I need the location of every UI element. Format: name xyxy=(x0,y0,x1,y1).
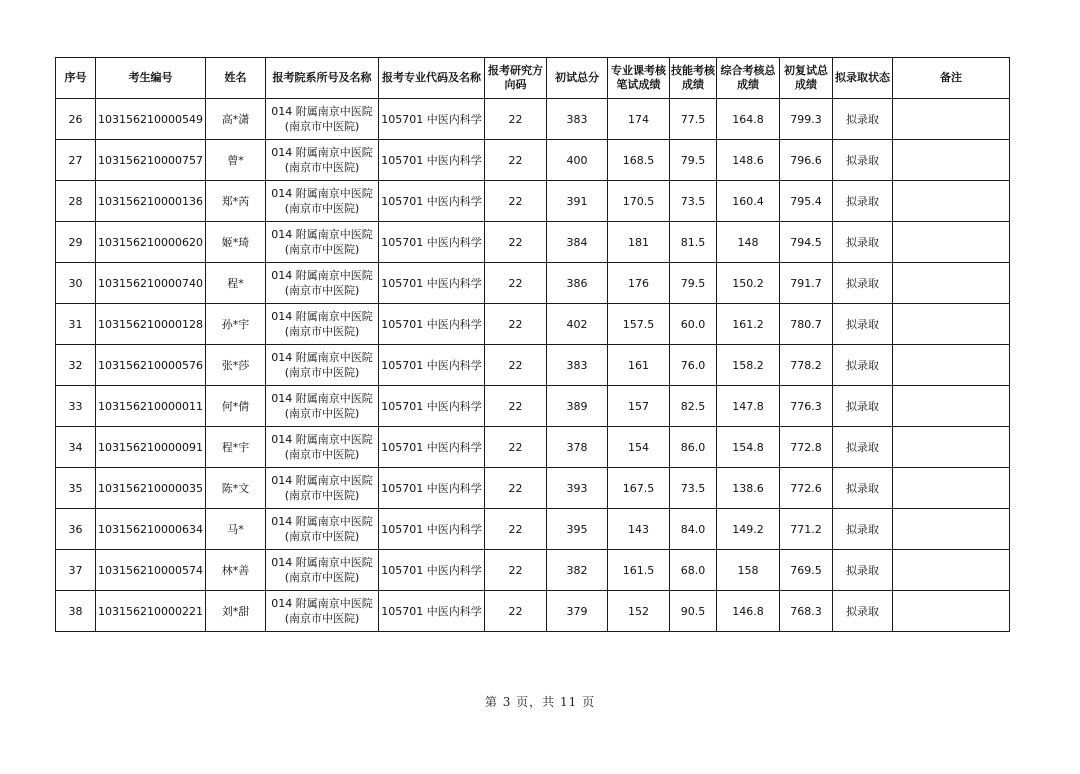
dept-line-1: 014 附属南京中医院 xyxy=(271,515,373,528)
dept-line-2: (南京市中医院) xyxy=(284,161,360,174)
cell-direction: 22 xyxy=(485,468,547,509)
cell-status: 拟录取 xyxy=(833,99,893,140)
cell-major: 105701 中医内科学 xyxy=(379,468,485,509)
cell-remarks xyxy=(893,181,1010,222)
cell-final-total: 780.7 xyxy=(780,304,833,345)
cell-written: 152 xyxy=(608,591,670,632)
cell-seq: 32 xyxy=(56,345,96,386)
table-row xyxy=(56,427,1010,468)
cell-skill: 73.5 xyxy=(670,468,717,509)
cell-major: 105701 中医内科学 xyxy=(379,263,485,304)
cell-remarks xyxy=(893,591,1010,632)
cell-status: 拟录取 xyxy=(833,427,893,468)
cell-final-total: 791.7 xyxy=(780,263,833,304)
header-skill: 技能考核成绩 xyxy=(670,58,717,99)
cell-comprehensive: 148 xyxy=(717,222,780,263)
cell-dept xyxy=(266,304,379,345)
cell-remarks xyxy=(893,222,1010,263)
cell-status: 拟录取 xyxy=(833,468,893,509)
cell-remarks xyxy=(893,509,1010,550)
cell-skill: 79.5 xyxy=(670,263,717,304)
dept-line-2: (南京市中医院) xyxy=(284,284,360,297)
cell-seq: 26 xyxy=(56,99,96,140)
dept-line-1: 014 附属南京中医院 xyxy=(271,310,373,323)
cell-name: 张*莎 xyxy=(206,345,266,386)
cell-major: 105701 中医内科学 xyxy=(379,99,485,140)
cell-remarks xyxy=(893,550,1010,591)
cell-direction: 22 xyxy=(485,140,547,181)
cell-exam-id: 103156210000136 xyxy=(96,181,206,222)
cell-dept xyxy=(266,140,379,181)
header-comprehensive: 综合考核总成绩 xyxy=(717,58,780,99)
header-dept: 报考院系所号及名称 xyxy=(266,58,379,99)
dept-line-1: 014 附属南京中医院 xyxy=(271,597,373,610)
cell-written: 161.5 xyxy=(608,550,670,591)
cell-initial-total: 379 xyxy=(547,591,608,632)
cell-status: 拟录取 xyxy=(833,263,893,304)
cell-major: 105701 中医内科学 xyxy=(379,591,485,632)
cell-seq: 28 xyxy=(56,181,96,222)
dept-line-2: (南京市中医院) xyxy=(284,571,360,584)
cell-major: 105701 中医内科学 xyxy=(379,181,485,222)
cell-skill: 86.0 xyxy=(670,427,717,468)
dept-line-1: 014 附属南京中医院 xyxy=(271,474,373,487)
cell-final-total: 772.8 xyxy=(780,427,833,468)
cell-seq: 29 xyxy=(56,222,96,263)
table-row xyxy=(56,181,1010,222)
cell-comprehensive: 158.2 xyxy=(717,345,780,386)
cell-remarks xyxy=(893,263,1010,304)
table-header-row xyxy=(56,58,1010,99)
cell-skill: 77.5 xyxy=(670,99,717,140)
table-row xyxy=(56,140,1010,181)
cell-name: 刘*甜 xyxy=(206,591,266,632)
cell-major: 105701 中医内科学 xyxy=(379,140,485,181)
cell-remarks xyxy=(893,304,1010,345)
cell-comprehensive: 164.8 xyxy=(717,99,780,140)
cell-status: 拟录取 xyxy=(833,222,893,263)
table-body xyxy=(56,99,1010,632)
table-row xyxy=(56,345,1010,386)
header-written: 专业课考核笔试成绩 xyxy=(608,58,670,99)
table-row xyxy=(56,263,1010,304)
cell-comprehensive: 161.2 xyxy=(717,304,780,345)
header-exam-id: 考生编号 xyxy=(96,58,206,99)
cell-dept xyxy=(266,427,379,468)
cell-comprehensive: 138.6 xyxy=(717,468,780,509)
table-row xyxy=(56,468,1010,509)
table-row xyxy=(56,222,1010,263)
cell-comprehensive: 150.2 xyxy=(717,263,780,304)
cell-exam-id: 103156210000757 xyxy=(96,140,206,181)
cell-skill: 79.5 xyxy=(670,140,717,181)
cell-written: 154 xyxy=(608,427,670,468)
dept-line-2: (南京市中医院) xyxy=(284,407,360,420)
cell-exam-id: 103156210000634 xyxy=(96,509,206,550)
cell-exam-id: 103156210000221 xyxy=(96,591,206,632)
cell-name: 郑*芮 xyxy=(206,181,266,222)
cell-remarks xyxy=(893,386,1010,427)
table-row xyxy=(56,591,1010,632)
cell-seq: 30 xyxy=(56,263,96,304)
cell-comprehensive: 149.2 xyxy=(717,509,780,550)
dept-line-2: (南京市中医院) xyxy=(284,489,360,502)
cell-initial-total: 383 xyxy=(547,345,608,386)
cell-final-total: 776.3 xyxy=(780,386,833,427)
cell-major: 105701 中医内科学 xyxy=(379,550,485,591)
cell-final-total: 799.3 xyxy=(780,99,833,140)
cell-name: 姬*琦 xyxy=(206,222,266,263)
dept-line-1: 014 附属南京中医院 xyxy=(271,556,373,569)
cell-direction: 22 xyxy=(485,263,547,304)
table-row xyxy=(56,509,1010,550)
header-direction: 报考研究方向码 xyxy=(485,58,547,99)
cell-written: 157.5 xyxy=(608,304,670,345)
cell-remarks xyxy=(893,99,1010,140)
cell-initial-total: 383 xyxy=(547,99,608,140)
cell-name: 程*宇 xyxy=(206,427,266,468)
cell-exam-id: 103156210000128 xyxy=(96,304,206,345)
cell-skill: 84.0 xyxy=(670,509,717,550)
dept-line-2: (南京市中医院) xyxy=(284,366,360,379)
cell-major: 105701 中医内科学 xyxy=(379,427,485,468)
cell-seq: 38 xyxy=(56,591,96,632)
cell-name: 何*倩 xyxy=(206,386,266,427)
cell-status: 拟录取 xyxy=(833,304,893,345)
cell-direction: 22 xyxy=(485,345,547,386)
cell-direction: 22 xyxy=(485,181,547,222)
cell-dept xyxy=(266,509,379,550)
dept-line-1: 014 附属南京中医院 xyxy=(271,228,373,241)
dept-line-1: 014 附属南京中医院 xyxy=(271,269,373,282)
cell-comprehensive: 154.8 xyxy=(717,427,780,468)
cell-seq: 27 xyxy=(56,140,96,181)
cell-dept xyxy=(266,263,379,304)
table-row xyxy=(56,550,1010,591)
cell-exam-id: 103156210000011 xyxy=(96,386,206,427)
cell-exam-id: 103156210000740 xyxy=(96,263,206,304)
cell-major: 105701 中医内科学 xyxy=(379,222,485,263)
cell-dept xyxy=(266,345,379,386)
cell-major: 105701 中医内科学 xyxy=(379,509,485,550)
cell-exam-id: 103156210000549 xyxy=(96,99,206,140)
cell-final-total: 796.6 xyxy=(780,140,833,181)
dept-line-1: 014 附属南京中医院 xyxy=(271,351,373,364)
cell-direction: 22 xyxy=(485,222,547,263)
cell-dept xyxy=(266,181,379,222)
cell-initial-total: 382 xyxy=(547,550,608,591)
cell-written: 174 xyxy=(608,99,670,140)
header-final-total: 初复试总成绩 xyxy=(780,58,833,99)
cell-initial-total: 384 xyxy=(547,222,608,263)
cell-direction: 22 xyxy=(485,427,547,468)
cell-final-total: 795.4 xyxy=(780,181,833,222)
cell-written: 157 xyxy=(608,386,670,427)
cell-initial-total: 391 xyxy=(547,181,608,222)
cell-written: 168.5 xyxy=(608,140,670,181)
cell-final-total: 771.2 xyxy=(780,509,833,550)
cell-major: 105701 中医内科学 xyxy=(379,386,485,427)
cell-exam-id: 103156210000576 xyxy=(96,345,206,386)
cell-status: 拟录取 xyxy=(833,140,893,181)
cell-initial-total: 386 xyxy=(547,263,608,304)
cell-seq: 35 xyxy=(56,468,96,509)
cell-direction: 22 xyxy=(485,550,547,591)
cell-name: 程* xyxy=(206,263,266,304)
dept-line-2: (南京市中医院) xyxy=(284,530,360,543)
page-number: 第 3 页，共 11 页 xyxy=(484,695,596,709)
cell-skill: 73.5 xyxy=(670,181,717,222)
cell-initial-total: 400 xyxy=(547,140,608,181)
table-row xyxy=(56,99,1010,140)
dept-line-2: (南京市中医院) xyxy=(284,325,360,338)
cell-initial-total: 395 xyxy=(547,509,608,550)
cell-initial-total: 393 xyxy=(547,468,608,509)
cell-name: 陈*文 xyxy=(206,468,266,509)
table-row xyxy=(56,304,1010,345)
cell-dept xyxy=(266,550,379,591)
cell-comprehensive: 160.4 xyxy=(717,181,780,222)
cell-comprehensive: 146.8 xyxy=(717,591,780,632)
header-initial-total: 初试总分 xyxy=(547,58,608,99)
cell-skill: 60.0 xyxy=(670,304,717,345)
cell-written: 167.5 xyxy=(608,468,670,509)
cell-direction: 22 xyxy=(485,386,547,427)
cell-skill: 82.5 xyxy=(670,386,717,427)
cell-status: 拟录取 xyxy=(833,550,893,591)
cell-dept xyxy=(266,386,379,427)
table-row xyxy=(56,386,1010,427)
cell-written: 170.5 xyxy=(608,181,670,222)
cell-exam-id: 103156210000574 xyxy=(96,550,206,591)
dept-line-1: 014 附属南京中医院 xyxy=(271,392,373,405)
dept-line-1: 014 附属南京中医院 xyxy=(271,105,373,118)
header-major: 报考专业代码及名称 xyxy=(379,58,485,99)
dept-line-1: 014 附属南京中医院 xyxy=(271,146,373,159)
cell-final-total: 778.2 xyxy=(780,345,833,386)
dept-line-2: (南京市中医院) xyxy=(284,120,360,133)
cell-status: 拟录取 xyxy=(833,591,893,632)
cell-major: 105701 中医内科学 xyxy=(379,304,485,345)
dept-line-2: (南京市中医院) xyxy=(284,243,360,256)
header-seq: 序号 xyxy=(56,58,96,99)
cell-skill: 81.5 xyxy=(670,222,717,263)
cell-name: 马* xyxy=(206,509,266,550)
dept-line-1: 014 附属南京中医院 xyxy=(271,433,373,446)
cell-final-total: 769.5 xyxy=(780,550,833,591)
cell-initial-total: 378 xyxy=(547,427,608,468)
cell-name: 高*潇 xyxy=(206,99,266,140)
cell-status: 拟录取 xyxy=(833,509,893,550)
cell-seq: 31 xyxy=(56,304,96,345)
header-name: 姓名 xyxy=(206,58,266,99)
cell-remarks xyxy=(893,427,1010,468)
cell-written: 181 xyxy=(608,222,670,263)
cell-skill: 76.0 xyxy=(670,345,717,386)
cell-name: 孙*宇 xyxy=(206,304,266,345)
cell-direction: 22 xyxy=(485,304,547,345)
dept-line-2: (南京市中医院) xyxy=(284,612,360,625)
cell-direction: 22 xyxy=(485,591,547,632)
admission-table xyxy=(55,57,1010,632)
cell-comprehensive: 158 xyxy=(717,550,780,591)
dept-line-2: (南京市中医院) xyxy=(284,202,360,215)
cell-status: 拟录取 xyxy=(833,386,893,427)
cell-written: 176 xyxy=(608,263,670,304)
cell-status: 拟录取 xyxy=(833,181,893,222)
cell-written: 161 xyxy=(608,345,670,386)
cell-dept xyxy=(266,591,379,632)
cell-initial-total: 402 xyxy=(547,304,608,345)
header-remarks: 备注 xyxy=(893,58,1010,99)
cell-name: 曾* xyxy=(206,140,266,181)
cell-direction: 22 xyxy=(485,509,547,550)
cell-remarks xyxy=(893,345,1010,386)
dept-line-2: (南京市中医院) xyxy=(284,448,360,461)
cell-dept xyxy=(266,222,379,263)
cell-comprehensive: 147.8 xyxy=(717,386,780,427)
cell-final-total: 794.5 xyxy=(780,222,833,263)
cell-exam-id: 103156210000091 xyxy=(96,427,206,468)
cell-initial-total: 389 xyxy=(547,386,608,427)
cell-skill: 90.5 xyxy=(670,591,717,632)
cell-major: 105701 中医内科学 xyxy=(379,345,485,386)
dept-line-1: 014 附属南京中医院 xyxy=(271,187,373,200)
cell-remarks xyxy=(893,140,1010,181)
cell-status: 拟录取 xyxy=(833,345,893,386)
cell-name: 林*善 xyxy=(206,550,266,591)
cell-seq: 36 xyxy=(56,509,96,550)
cell-exam-id: 103156210000035 xyxy=(96,468,206,509)
cell-direction: 22 xyxy=(485,99,547,140)
cell-remarks xyxy=(893,468,1010,509)
cell-skill: 68.0 xyxy=(670,550,717,591)
cell-final-total: 768.3 xyxy=(780,591,833,632)
cell-dept xyxy=(266,468,379,509)
cell-dept xyxy=(266,99,379,140)
cell-written: 143 xyxy=(608,509,670,550)
cell-seq: 34 xyxy=(56,427,96,468)
header-status: 拟录取状态 xyxy=(833,58,893,99)
cell-seq: 37 xyxy=(56,550,96,591)
cell-seq: 33 xyxy=(56,386,96,427)
cell-exam-id: 103156210000620 xyxy=(96,222,206,263)
cell-comprehensive: 148.6 xyxy=(717,140,780,181)
cell-final-total: 772.6 xyxy=(780,468,833,509)
